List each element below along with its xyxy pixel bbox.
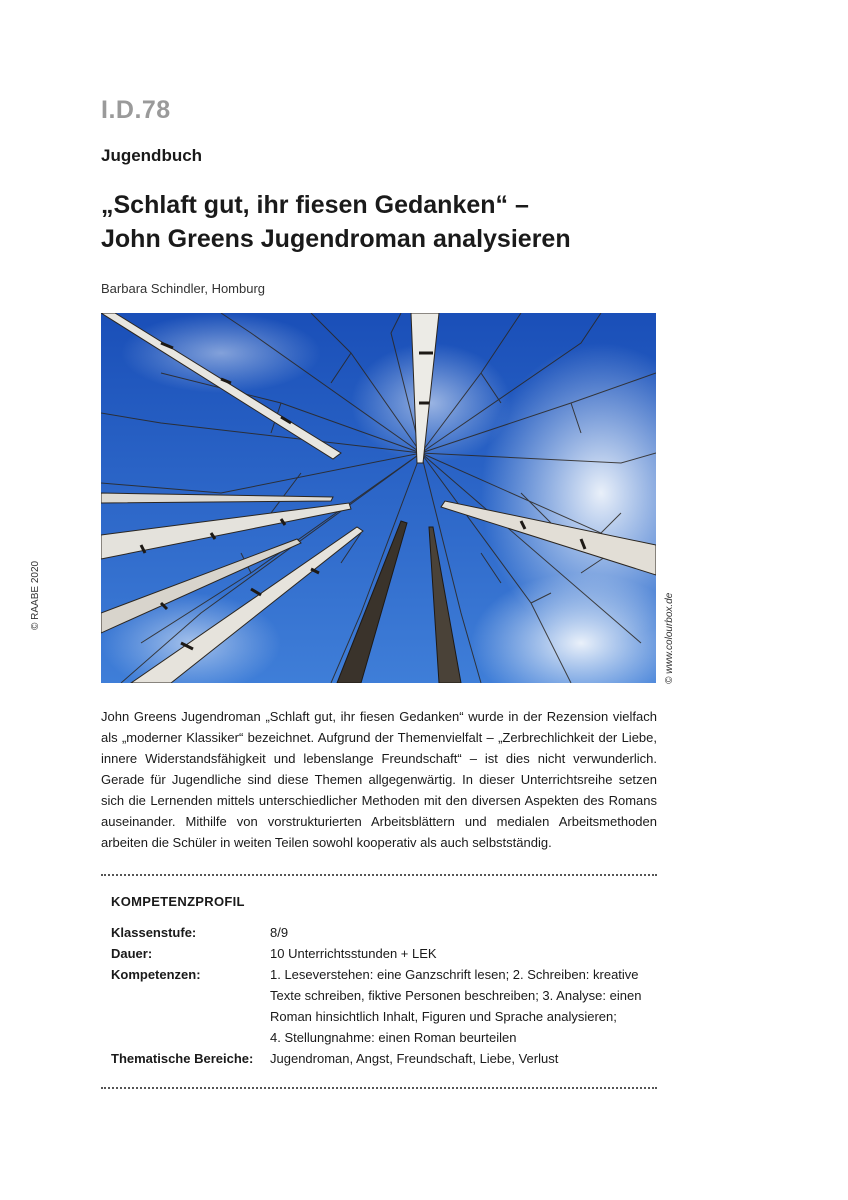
author-line: Barbara Schindler, Homburg <box>101 281 266 296</box>
profile-value: 4. Stellungnahme: einen Roman beurteilen <box>270 1030 517 1045</box>
profile-value: 8/9 <box>270 925 289 940</box>
profile-value: 10 Unterrichtsstunden + LEK <box>270 946 437 961</box>
profile-value: 1. Leseverstehen: eine Ganzschrift lesen; 2. Schreiben: kreative Texte schreiben, fiktive Personen beschreiben; 3. Analyse: einen Roman hinsichtlich Inhalt, Figuren und Sprache analysieren; <box>270 967 642 1024</box>
profile-value: Jugendroman, Angst, Freundschaft, Liebe, Verlust <box>270 1051 559 1066</box>
dotted-divider-top <box>101 874 657 876</box>
profile-heading: KOMPETENZPROFIL <box>111 894 245 909</box>
profile-row-competences <box>111 964 651 1027</box>
profile-label: Thematische Bereiche: <box>111 1051 254 1066</box>
birch-trees-photo <box>101 313 656 683</box>
dotted-divider-bottom <box>101 1087 657 1089</box>
profile-label: Kompetenzen: <box>111 967 201 982</box>
page-title <box>101 188 721 256</box>
profile-row-topics <box>111 1048 651 1069</box>
document-code: I.D.78 <box>101 96 171 124</box>
photo-credit: © www.colourbox.de <box>664 592 675 684</box>
title-line-2: John Greens Jugendroman analysieren <box>101 225 571 253</box>
intro-paragraph: John Greens Jugendroman „Schlaft gut, ihr fiesen Gedanken“ wurde in der Rezension vielfach als „moderner Klassiker“ bezeichnet. Aufgrund der Themenvielfalt – „Zerbrechlichkeit der Liebe, innere Widerstandsfähigkeit und lebenslange Freundschaft“ – ist dies nicht verwunderlich. Gerade für Jugendliche sind diese Themen allgegenwärtig. In dieser Unterrichtsreihe setzen sich die Lernenden mittels unterschiedlicher Methoden mit den diversen Aspekten des Romans auseinander. Mithilfe von vorstrukturierten Arbeitsblättern und medialen Arbeitsmethoden arbeiten die Schüler in weiten Teilen sowohl kooperativ als auch selbstständig. <box>101 709 657 850</box>
profile-row-grade <box>111 922 651 943</box>
title-line-1: „Schlaft gut, ihr fiesen Gedanken“ – <box>101 191 529 219</box>
profile-label: Dauer: <box>111 946 153 961</box>
profile-label <box>111 1027 270 1048</box>
profile-row-duration <box>111 943 651 964</box>
competence-profile <box>111 922 651 1069</box>
side-copyright: © RAABE 2020 <box>30 560 41 630</box>
profile-label: Klassenstufe: <box>111 925 197 940</box>
profile-row-competences-cont <box>111 1027 651 1048</box>
category-label: Jugendbuch <box>101 146 203 165</box>
